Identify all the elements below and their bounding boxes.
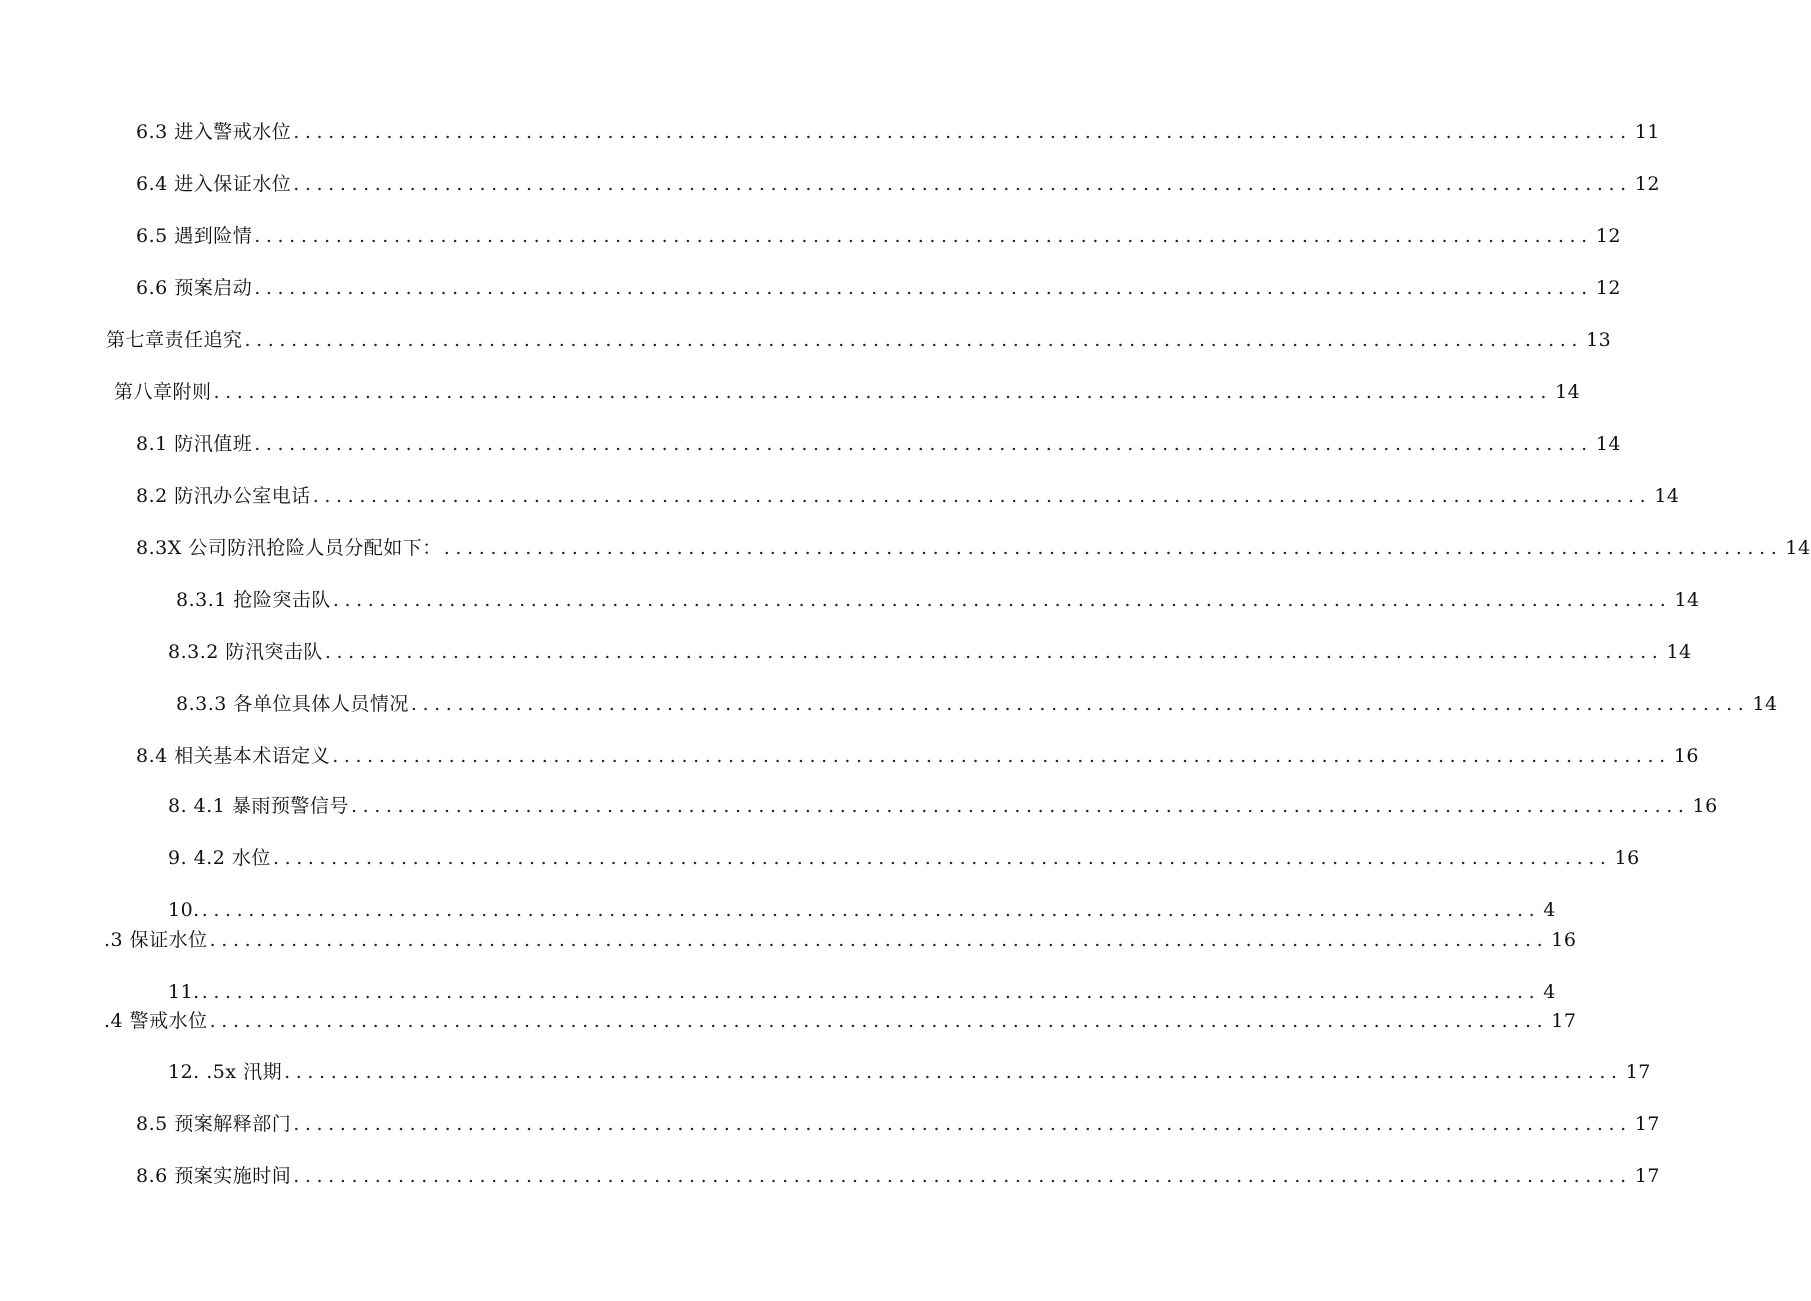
toc-page-number: 17 — [1625, 1061, 1651, 1083]
toc-entry-10-continued[interactable] — [104, 925, 1577, 955]
toc-label: 6.4 进入保证水位 — [136, 173, 292, 195]
toc-label: 8.3.3 各单位具体人员情况 — [176, 693, 409, 715]
toc-leader-dots: ................................................................................................................... — [293, 121, 1632, 143]
toc-page-number: 16 — [1614, 847, 1640, 869]
toc-label: .3 保证水位 — [104, 929, 208, 951]
toc-leader-dots: ................................................................................................................... — [254, 225, 1593, 247]
toc-label: 6.6 预案启动 — [136, 277, 253, 299]
toc-entry-8-4-1[interactable] — [168, 791, 1718, 821]
toc-entry-8-5[interactable] — [136, 1109, 1661, 1139]
toc-page-number: 4 — [1543, 899, 1556, 921]
toc-label: 8.2 防汛办公室电话 — [136, 485, 311, 507]
toc-entry-6-3[interactable] — [136, 117, 1661, 147]
toc-label: 8.3.1 抢险突击队 — [176, 589, 331, 611]
toc-entry-6-4[interactable] — [136, 169, 1661, 199]
toc-leader-dots: ................................................................................................................... — [254, 277, 1593, 299]
toc-page-number: 14 — [1595, 433, 1622, 455]
toc-entry-8-1[interactable] — [136, 429, 1622, 459]
toc-leader-dots: ................................................................................................................... — [254, 433, 1593, 455]
toc-page-number: 14 — [1666, 641, 1692, 663]
toc-label: 第八章附则 — [114, 381, 212, 403]
toc-entry-6-5[interactable] — [136, 221, 1622, 251]
toc-entry-12[interactable] — [168, 1057, 1651, 1087]
toc-label: 8.5 预案解释部门 — [136, 1113, 292, 1135]
toc-leader-dots: ................................................................................................................... — [272, 847, 1612, 869]
toc-label: 第七章责任追究 — [106, 329, 243, 351]
toc-leader-dots: ................................................................................................................... — [332, 745, 1671, 767]
toc-leader-dots: ................................................................................................................... — [293, 1165, 1632, 1187]
toc-label: 9. 4.2 水位 — [168, 847, 271, 869]
toc-entry-8-2[interactable] — [136, 481, 1680, 511]
toc-entry-8-6[interactable] — [136, 1161, 1661, 1191]
toc-page-number: 14 — [1555, 381, 1581, 403]
toc-page-number: 12 — [1595, 277, 1622, 299]
toc-leader-dots: ................................................................................................................... — [244, 329, 1584, 351]
toc-entry-8-4[interactable] — [136, 741, 1700, 771]
toc-page-number: 12 — [1634, 173, 1661, 195]
toc-leader-dots: ................................................................................................................... — [293, 1113, 1632, 1135]
toc-page-number: 17 — [1551, 1010, 1577, 1032]
toc-label: 8. 4.1 暴雨预警信号 — [168, 795, 349, 817]
toc-page-number: 14 — [1785, 537, 1811, 559]
toc-label: 8.3X 公司防汛抢险人员分配如下： — [136, 537, 442, 559]
toc-leader-dots: ................................................................................................................... — [293, 173, 1632, 195]
toc-page-number: 17 — [1634, 1165, 1661, 1187]
toc-label: .4 警戒水位 — [104, 1010, 208, 1032]
toc-label: 10. — [168, 899, 200, 921]
toc-label: 8.6 预案实施时间 — [136, 1165, 292, 1187]
toc-leader-dots: ................................................................................................................... — [209, 1010, 1549, 1032]
toc-entry-chapter-8[interactable] — [114, 377, 1581, 407]
toc-page-number: 11 — [1634, 121, 1661, 143]
toc-page-number: 14 — [1654, 485, 1680, 507]
toc-page-number: 4 — [1543, 981, 1556, 1003]
toc-leader-dots: ................................................................................................................... — [284, 1061, 1623, 1083]
toc-entry-8-3-2[interactable] — [168, 637, 1692, 667]
toc-entry-8-3-1[interactable] — [176, 585, 1700, 615]
toc-leader-dots: ................................................................................................................... — [201, 981, 1541, 1003]
toc-label: 6.3 进入警戒水位 — [136, 121, 292, 143]
toc-entry-8-3-3[interactable] — [176, 689, 1778, 719]
toc-page-number: 14 — [1674, 589, 1700, 611]
toc-label: 8.4 相关基本术语定义 — [136, 745, 331, 767]
toc-page-number: 16 — [1673, 745, 1700, 767]
toc-leader-dots: ................................................................................................................... — [350, 795, 1690, 817]
toc-page-number: 14 — [1752, 693, 1778, 715]
toc-label: 8.3.2 防汛突击队 — [168, 641, 323, 663]
toc-page-number: 17 — [1634, 1113, 1661, 1135]
toc-page-number: 13 — [1586, 329, 1612, 351]
toc-leader-dots: ................................................................................................................... — [332, 589, 1672, 611]
toc-entry-6-6[interactable] — [136, 273, 1622, 303]
toc-entry-11[interactable] — [168, 977, 1556, 1007]
toc-entry-10[interactable] — [168, 895, 1556, 925]
toc-leader-dots: ................................................................................................................... — [201, 899, 1541, 921]
toc-leader-dots: ................................................................................................................... — [410, 693, 1750, 715]
toc-entry-8-3[interactable] — [136, 533, 1811, 563]
toc-leader-dots: ................................................................................................................... — [324, 641, 1664, 663]
toc-label: 6.5 遇到险情 — [136, 225, 253, 247]
toc-page-number: 12 — [1595, 225, 1622, 247]
toc-label: 11. — [168, 981, 200, 1003]
toc-label: 8.1 防汛值班 — [136, 433, 253, 455]
toc-entry-11-continued[interactable] — [104, 1006, 1577, 1036]
toc-leader-dots: ................................................................................................................... — [312, 485, 1652, 507]
toc-entry-chapter-7[interactable] — [106, 325, 1612, 355]
toc-label: 12. .5x 汛期 — [168, 1061, 283, 1083]
toc-page-number: 16 — [1551, 929, 1577, 951]
toc-entry-9-4-2[interactable] — [168, 843, 1640, 873]
toc-page-number: 16 — [1692, 795, 1718, 817]
toc-leader-dots: ................................................................................................................... — [213, 381, 1553, 403]
toc-leader-dots: ................................................................................................................... — [209, 929, 1549, 951]
toc-leader-dots: ................................................................................................................... — [443, 537, 1783, 559]
